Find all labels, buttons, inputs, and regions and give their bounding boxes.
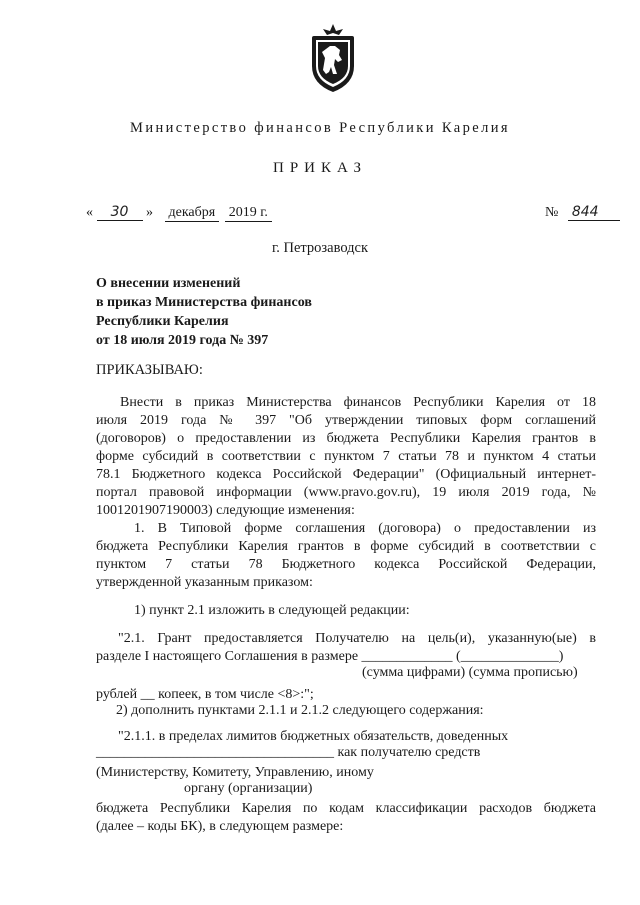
sub-item-2: 2) дополнить пунктами 2.1.1 и 2.1.2 следующего содержания: <box>116 703 484 718</box>
ministry-name: Министерство финансов Республики Карелия <box>130 120 510 136</box>
date-month: декабря <box>165 205 220 222</box>
city-name: г. Петрозаводск <box>271 240 369 256</box>
order-number-value: 844 <box>568 204 620 221</box>
recipient-caption-1: (Министерству, Комитету, Управлению, иному <box>96 765 374 780</box>
amount-captions: (сумма цифрами) (сумма прописью) <box>362 665 578 680</box>
recipient-caption-2: органу (организации) <box>184 781 313 796</box>
document-page: Министерство финансов Республики Карелия ПРИКАЗ « 30 » декабря 2019 г. № 844 г. Петрозаводск О внесении изменений в приказ Министерства финансов Республики Карелия от 18 июля 2019 года № 397 ПРИКАЗЫВАЮ: Внести в приказ Министерства финансов Республики Карелия от 18 июля 2019 года № 397 "Об утверждении типовых форм соглашений (договоров) о предоставлении из бюджета Республики Карелия грантов в форме субсидий в соответствии с пунктом 7 статьи 78 и пунктом 4 статьи 78.1 Бюджетного кодекса Российской Федерации" (Официальный интернет- портал правовой информации (www.pravo.gov.ru), 19 июля 2019 года, № 1001201907190003) следующие изменения: 1. В Типовой форме соглашения (договора) о предоставлении из бюджета Республики Карелия грантов в форме субсидий в соответствии с пунктом 7 статьи 78 Бюджетного кодекса Российской Федерации, утвержденной указанным приказом: 1) пункт 2.1 изложить в следующей редакции: "2.1. Грант предоставляется Получателю на цель(и), указанную(ые) в разделе I настоящего Соглашения в размере _____________ (______________) (сумма цифрами) (сумма прописью) рублей __ копеек, в том числе <8>:"; 2) дополнить пунктами 2.1.1 и 2.1.2 следующего содержания: "2.1.1. в пределах лимитов бюджетных обязательств, доведенных __________________________________ как получателю средств (Министерству, Комитету, Управлению, иному органу (организации) бюджета Республики Карелия по кодам классификации расходов бюджета (далее – коды БК), в следующем размере: <box>0 0 640 905</box>
order-number: № 844 <box>545 204 620 221</box>
sub-item-1: 1) пункт 2.1 изложить в следующей редакции: <box>134 603 410 618</box>
date-year: 2019 г. <box>225 205 272 222</box>
karelia-coat-of-arms-icon <box>306 22 360 94</box>
date-day: 30 <box>97 204 143 221</box>
order-subject: О внесении изменений в приказ Министерства финансов Республики Карелия от 18 июля 2019 года № 397 <box>96 276 312 348</box>
order-date: « 30 » декабря 2019 г. <box>86 204 272 222</box>
order-word: ПРИКАЗЫВАЮ: <box>96 362 203 378</box>
document-type-title: ПРИКАЗ <box>273 160 367 176</box>
